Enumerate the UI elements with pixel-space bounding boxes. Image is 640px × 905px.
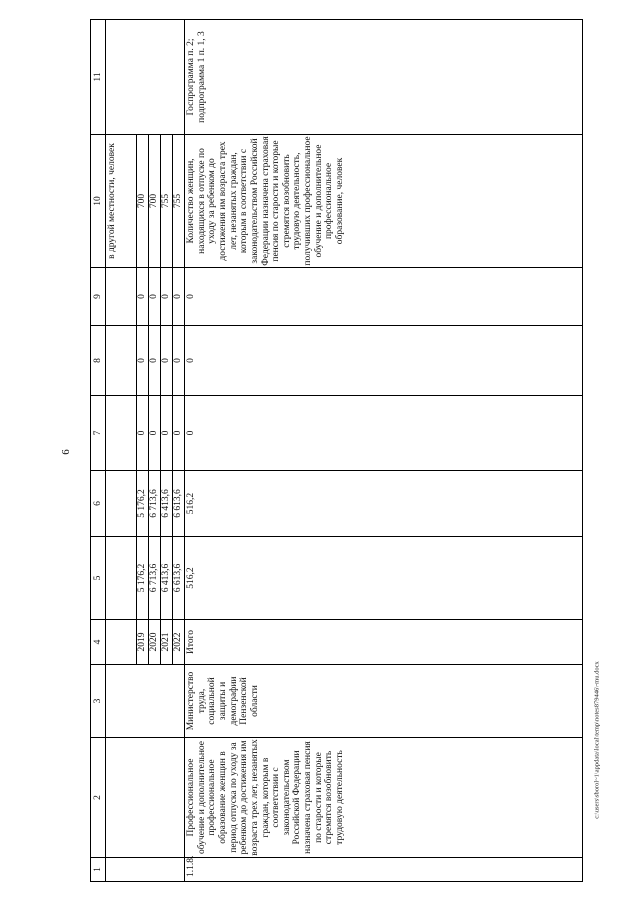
activity-name: Профессиональное обучение и дополнительное профессиональное образование женщин в период отпуска по уходу за ребенком до достижения им возраста трех лет, незанятых граждан, которым в соответствии с законодательством Российской Федерации назначена страховая пенсия по старости и которые стремятся возобновить трудовую деятельность [185, 738, 583, 858]
total-label: Итого [185, 620, 583, 665]
column-number-8: 8 [91, 326, 106, 396]
column-number-row [91, 20, 106, 882]
document-file-path: c:\users\sborol~1\appdata\local\temp\notes879446\-mu.docx [593, 661, 601, 819]
column-number-2: 2 [91, 738, 106, 858]
year-cell: 2020 [149, 620, 161, 665]
year-cell: 2021 [161, 620, 173, 665]
value-col8: 0 [149, 326, 161, 396]
activity-row [185, 20, 583, 882]
executor: Министерство труда, социальной защиты и демографии Пензенской области [185, 665, 583, 738]
value-col6: 6 613,6 [173, 471, 185, 537]
continuation-cell-1 [106, 858, 185, 882]
value-col5: 6 613,6 [173, 537, 185, 620]
year-cell: 2019 [137, 620, 149, 665]
value-col10: 755 [173, 135, 185, 268]
value-col5: 5 176,2 [137, 537, 149, 620]
continuation-cell-5 [106, 537, 137, 620]
column-number-5: 5 [91, 537, 106, 620]
indicator-header: в другой местности, человек [106, 135, 137, 268]
value-col9: 0 [173, 268, 185, 326]
value-col8: 0 [173, 326, 185, 396]
value-col10: 700 [137, 135, 149, 268]
value-col6: 6 413,6 [161, 471, 173, 537]
value-col8: 0 [161, 326, 173, 396]
column-number-9: 9 [91, 268, 106, 326]
value-col7: 0 [137, 396, 149, 471]
continuation-cell-7 [106, 396, 137, 471]
value-col9: 0 [161, 268, 173, 326]
column-number-7: 7 [91, 396, 106, 471]
column-number-6: 6 [91, 471, 106, 537]
total-col8: 0 [185, 326, 583, 396]
continuation-cell-6 [106, 471, 137, 537]
column-number-3: 3 [91, 665, 106, 738]
value-col9: 0 [137, 268, 149, 326]
program-reference: Госпрограмма п. 2; подпрограмма 1 п. 1, 3 [185, 20, 583, 135]
indicator-description: Количество женщин, находящихся в отпуске по уходу за ребенком до достижения им возраста трех лет, незанятых граждан, которым в соответствии с законодательством Российской Федерации назначена страховая пенсия по старости и которые стремятся возобновить трудовую деятельность, получивших профессиональное обучение и дополнительное профессиональное образование, человек [185, 135, 583, 268]
value-col7: 0 [161, 396, 173, 471]
value-col7: 0 [149, 396, 161, 471]
column-number-1: 1 [91, 858, 106, 882]
continuation-header-row [106, 20, 137, 882]
column-number-4: 4 [91, 620, 106, 665]
row-number: 1.1.8. [185, 858, 583, 882]
continuation-cell-8 [106, 326, 137, 396]
page-number: 6 [60, 449, 72, 455]
total-col5: 516,2 [185, 537, 583, 620]
value-col6: 5 176,2 [137, 471, 149, 537]
continuation-cell-4 [106, 620, 137, 665]
column-number-11: 11 [91, 20, 106, 135]
value-col8: 0 [137, 326, 149, 396]
value-col10: 755 [161, 135, 173, 268]
value-col5: 6 413,6 [161, 537, 173, 620]
column-number-10: 10 [91, 135, 106, 268]
value-col9: 0 [149, 268, 161, 326]
value-col10: 700 [149, 135, 161, 268]
value-col7: 0 [173, 396, 185, 471]
program-activities-table [90, 19, 583, 882]
total-col7: 0 [185, 396, 583, 471]
value-col6: 6 713,6 [149, 471, 161, 537]
total-col9: 0 [185, 268, 583, 326]
value-col5: 6 713,6 [149, 537, 161, 620]
rotated-table-area [90, 20, 583, 882]
continuation-cell-11 [106, 20, 185, 135]
total-col6: 516,2 [185, 471, 583, 537]
continuation-cell-3 [106, 665, 185, 738]
continuation-cell-9 [106, 268, 137, 326]
year-cell: 2022 [173, 620, 185, 665]
continuation-cell-2 [106, 738, 185, 858]
